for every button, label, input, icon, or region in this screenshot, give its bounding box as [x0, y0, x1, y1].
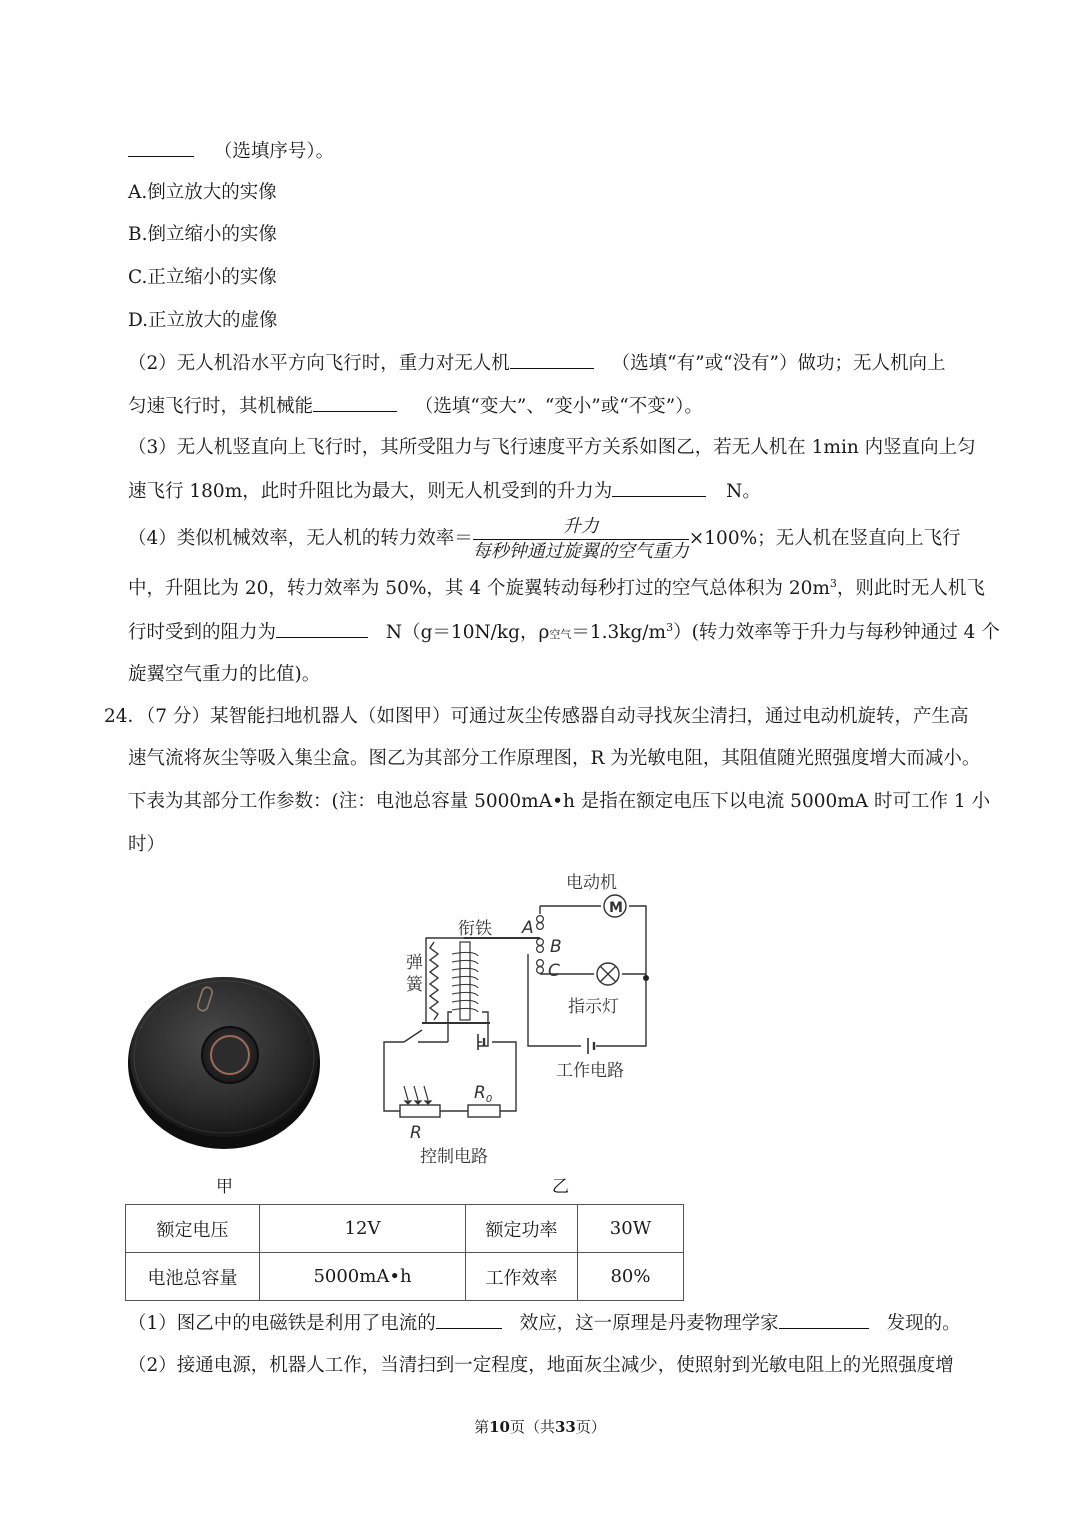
question-3-line1: （3）无人机竖直向上飞行时，其所受阻力与飞行速度平方关系如图乙，若无人机在 1min 内竖直向上匀	[128, 437, 976, 458]
label-spring-char: 簧	[406, 975, 423, 995]
caption-jia: 甲	[216, 1177, 233, 1197]
question-24-line4: 时）	[128, 834, 166, 855]
fraction-numerator: 升力	[473, 515, 689, 540]
text: （2）无人机沿水平方向飞行时，重力对无人机	[128, 353, 510, 374]
label-motor: 电动机	[566, 873, 617, 893]
answer-blank	[276, 619, 368, 638]
label-control-circuit: 控制电路	[420, 1147, 488, 1167]
label-r0: $R_0$	[474, 1083, 493, 1105]
fraction-denominator: 每秒钟通过旋翼的空气重力	[472, 540, 689, 562]
table-row	[126, 1205, 684, 1253]
page-number: 10	[489, 1418, 510, 1436]
label-motor-symbol: M	[609, 900, 623, 916]
label-work-circuit: 工作电路	[556, 1061, 624, 1081]
question-4-line4: 旋翼空气重力的比值)。	[128, 664, 321, 685]
answer-blank	[128, 138, 194, 157]
subscript: 空气	[549, 628, 572, 641]
table-cell: 12V	[260, 1205, 466, 1253]
circuit-diagram	[378, 866, 658, 1176]
table-cell: 额定电压	[126, 1205, 260, 1253]
table-cell: 额定功率	[466, 1205, 578, 1253]
text: ）(转力效率等于升力与每秒钟通过 4 个	[673, 622, 1000, 643]
table-cell: 电池总容量	[126, 1253, 260, 1301]
answer-blank	[313, 393, 397, 412]
question-24-line2: 速气流将灰尘等吸入集尘盒。图乙为其部分工作原理图，R 为光敏电阻，其阻值随光照强度增大而减小。	[128, 748, 981, 769]
text: （4）类似机械效率，无人机的转力效率＝	[128, 528, 473, 549]
question-2-line2	[128, 393, 703, 420]
text: （选填“有”或“没有”）做功；无人机向上	[611, 353, 946, 374]
option-c: C.正立缩小的实像	[128, 267, 277, 288]
label-spring	[406, 953, 424, 995]
question-4-line3	[128, 619, 1000, 648]
text: N（g＝10N/kg，ρ	[385, 622, 550, 643]
text: （选填序号）。	[213, 141, 335, 162]
label-contact-c: C	[548, 961, 560, 981]
text: （1）图乙中的电磁铁是利用了电流的	[128, 1313, 436, 1334]
text: ，则此时无人机飞	[836, 578, 985, 599]
table-cell: 80%	[578, 1253, 684, 1301]
question-4-line1	[128, 514, 961, 564]
text: ＝1.3kg/m	[571, 622, 667, 643]
total-pages: 33	[555, 1418, 576, 1436]
table-cell: 工作效率	[466, 1253, 578, 1301]
text: 匀速飞行时，其机械能	[128, 396, 314, 417]
robot-vacuum-image	[126, 975, 322, 1155]
text: N。	[726, 481, 761, 502]
parameter-table	[125, 1204, 684, 1301]
text: 行时受到的阻力为	[128, 622, 277, 643]
label-armature: 衔铁	[458, 919, 492, 939]
footer-text: 页（共	[509, 1418, 555, 1436]
text: 效应，这一原理是丹麦物理学家	[519, 1313, 779, 1334]
label-r: R	[410, 1123, 422, 1143]
label-contact-b: B	[550, 937, 562, 957]
blank-line	[128, 138, 334, 165]
option-a: A.倒立放大的实像	[128, 182, 277, 203]
text: 发现的。	[886, 1313, 961, 1334]
efficiency-fraction	[473, 515, 689, 564]
page-footer	[0, 1416, 1080, 1437]
label-contact-a: A	[522, 918, 534, 938]
text: （选填“变大”、“变小”或“不变”）。	[414, 396, 703, 417]
table-cell: 30W	[578, 1205, 684, 1253]
answer-blank	[779, 1310, 869, 1329]
table-row	[126, 1253, 684, 1301]
answer-blank	[436, 1310, 502, 1329]
superscript: 3	[666, 620, 674, 634]
label-lamp: 指示灯	[568, 997, 619, 1017]
sub-question-1	[128, 1310, 961, 1337]
question-2-line1	[128, 350, 946, 377]
label-spring-char: 弹	[406, 953, 423, 973]
superscript: 3	[829, 576, 837, 590]
footer-text: 页）	[575, 1418, 606, 1436]
question-4-line2	[128, 576, 985, 602]
text: 速飞行 180m，此时升阻比为最大，则无人机受到的升力为	[128, 481, 613, 502]
footer-text: 第	[474, 1418, 490, 1436]
question-24-line1: 24．（7 分）某智能扫地机器人（如图甲）可通过灰尘传感器自动寻找灰尘清扫，通过电动机旋转，产生高	[104, 706, 969, 727]
option-d: D.正立放大的虚像	[128, 310, 278, 331]
answer-blank	[510, 350, 594, 369]
option-b: B.倒立缩小的实像	[128, 224, 277, 245]
question-3-line2	[128, 478, 761, 505]
sub-question-2: （2）接通电源，机器人工作，当清扫到一定程度，地面灰尘减少，使照射到光敏电阻上的光照强度增	[128, 1355, 954, 1376]
caption-yi: 乙	[552, 1177, 569, 1197]
table-cell: 5000mA•h	[260, 1253, 466, 1301]
question-24-line3: 下表为其部分工作参数：(注：电池总容量 5000mA•h 是指在额定电压下以电流 5000mA 时可工作 1 小	[128, 791, 991, 812]
text: 中，升阻比为 20，转力效率为 50%，其 4 个旋翼转动每秒打过的空气总体积为 20m	[128, 578, 830, 599]
text: ×100%；无人机在竖直向上飞行	[688, 528, 961, 549]
answer-blank	[612, 478, 706, 497]
